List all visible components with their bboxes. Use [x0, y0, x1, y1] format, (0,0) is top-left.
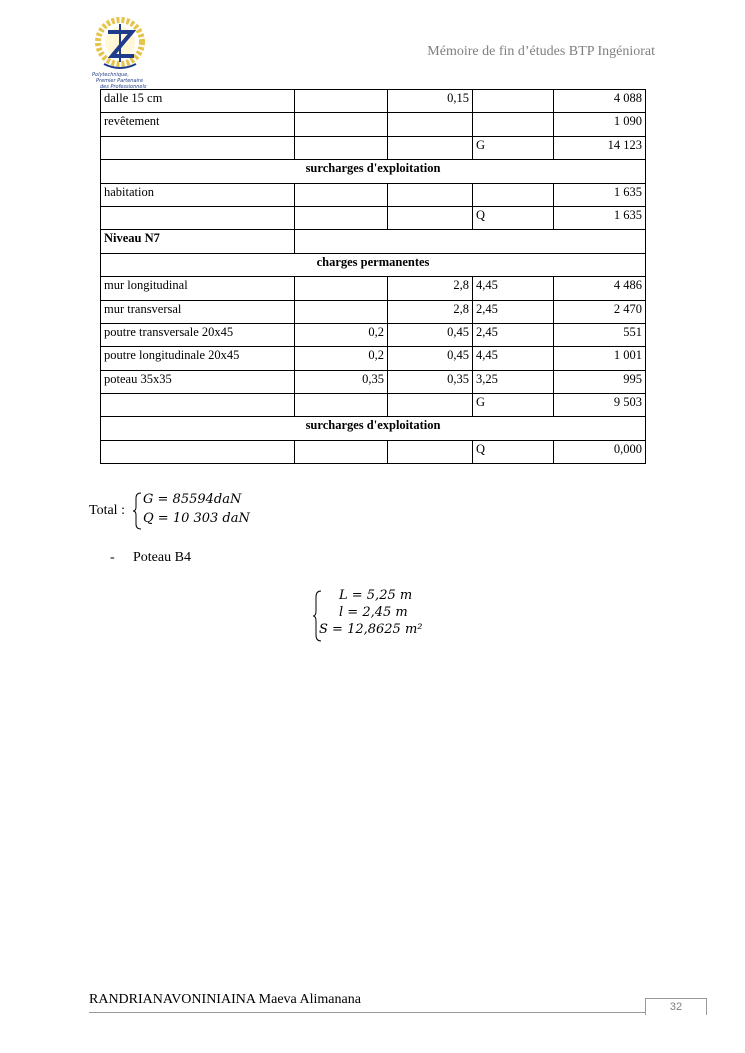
table-cell — [388, 206, 473, 229]
table-cell: 1 635 — [554, 206, 646, 229]
table-cell: 995 — [554, 370, 646, 393]
table-row — [101, 394, 646, 417]
table-cell: 14 123 — [554, 136, 646, 159]
dim-length: L = 5,25 m — [339, 588, 413, 603]
table-cell: 0,2 — [295, 347, 388, 370]
table-row — [101, 300, 646, 323]
table-cell — [295, 206, 388, 229]
table-cell: Q — [473, 440, 554, 463]
header-title: Mémoire de fin d’études BTP Ingéniorat — [427, 44, 655, 59]
table-cell: habitation — [101, 183, 295, 206]
table-row — [101, 417, 646, 440]
section-header: surcharges d'exploitation — [101, 417, 646, 440]
bullet-dash: - — [110, 550, 115, 565]
table-row — [101, 160, 646, 183]
table-cell — [388, 113, 473, 136]
table-cell: 1 001 — [554, 347, 646, 370]
svg-text:des Professionnels: des Professionnels — [100, 84, 147, 90]
brace-icon — [132, 492, 142, 530]
table-cell: dalle 15 cm — [101, 90, 295, 113]
table-cell: poutre longitudinale 20x45 — [101, 347, 295, 370]
table-cell: 2,8 — [388, 300, 473, 323]
table-cell — [101, 206, 295, 229]
table-cell — [101, 394, 295, 417]
table-row — [101, 370, 646, 393]
table-cell: 4,45 — [473, 347, 554, 370]
table-row — [101, 253, 646, 276]
table-cell — [295, 300, 388, 323]
table-cell: 9 503 — [554, 394, 646, 417]
table-row — [101, 90, 646, 113]
table-cell: 0,35 — [295, 370, 388, 393]
table-cell: 3,25 — [473, 370, 554, 393]
table-cell: 2,8 — [388, 277, 473, 300]
table-cell — [388, 136, 473, 159]
table-cell — [295, 136, 388, 159]
dim-width: l = 2,45 m — [339, 605, 408, 620]
table-cell: revêtement — [101, 113, 295, 136]
table-row — [101, 230, 646, 253]
table-row — [101, 277, 646, 300]
footer-divider — [89, 1012, 706, 1013]
table-cell: 0,45 — [388, 323, 473, 346]
table-cell: 4,45 — [473, 277, 554, 300]
total-label: Total : — [89, 503, 125, 518]
section-header: charges permanentes — [101, 253, 646, 276]
load-table — [100, 89, 646, 464]
table-row — [101, 113, 646, 136]
table-cell — [388, 440, 473, 463]
dim-area: S = 12,8625 m² — [319, 622, 423, 637]
table-cell — [295, 183, 388, 206]
table-cell — [388, 183, 473, 206]
svg-text:Premier Partenaire: Premier Partenaire — [96, 78, 144, 84]
table-row — [101, 323, 646, 346]
table-row — [101, 183, 646, 206]
table-cell — [295, 230, 646, 253]
bullet-text: Poteau B4 — [133, 550, 191, 565]
total-g: G = 85594daN — [143, 492, 242, 507]
table-cell — [295, 90, 388, 113]
table-cell: poteau 35x35 — [101, 370, 295, 393]
table-cell — [295, 440, 388, 463]
level-header: Niveau N7 — [101, 230, 295, 253]
table-cell: 2,45 — [473, 323, 554, 346]
section-header: surcharges d'exploitation — [101, 160, 646, 183]
table-cell — [295, 394, 388, 417]
table-cell: 2,45 — [473, 300, 554, 323]
table-cell: 0,15 — [388, 90, 473, 113]
table-cell — [295, 113, 388, 136]
table-cell — [101, 440, 295, 463]
table-row — [101, 440, 646, 463]
table-cell: 551 — [554, 323, 646, 346]
table-cell: 0,2 — [295, 323, 388, 346]
table-cell: mur longitudinal — [101, 277, 295, 300]
table-cell: 1 090 — [554, 113, 646, 136]
table-cell: 0,35 — [388, 370, 473, 393]
table-row — [101, 206, 646, 229]
table-cell: mur transversal — [101, 300, 295, 323]
table-cell: G — [473, 394, 554, 417]
table-cell — [473, 90, 554, 113]
svg-text:Polytechnique,: Polytechnique, — [92, 72, 129, 78]
table-cell: G — [473, 136, 554, 159]
total-q: Q = 10 303 daN — [143, 511, 250, 526]
table-cell — [388, 394, 473, 417]
table-cell: 2 470 — [554, 300, 646, 323]
page-number: 32 — [645, 998, 707, 1015]
table-cell — [473, 113, 554, 136]
table-cell: poutre transversale 20x45 — [101, 323, 295, 346]
table-row — [101, 136, 646, 159]
table-cell — [295, 277, 388, 300]
table-cell: 4 088 — [554, 90, 646, 113]
table-cell: 1 635 — [554, 183, 646, 206]
school-logo — [90, 16, 160, 92]
table-cell: 0,45 — [388, 347, 473, 370]
table-cell: 4 486 — [554, 277, 646, 300]
footer-author: RANDRIANAVONINIAINA Maeva Alimanana — [89, 992, 361, 1007]
table-cell — [473, 183, 554, 206]
table-row — [101, 347, 646, 370]
table-cell — [101, 136, 295, 159]
table-cell: Q — [473, 206, 554, 229]
table-cell: 0,000 — [554, 440, 646, 463]
